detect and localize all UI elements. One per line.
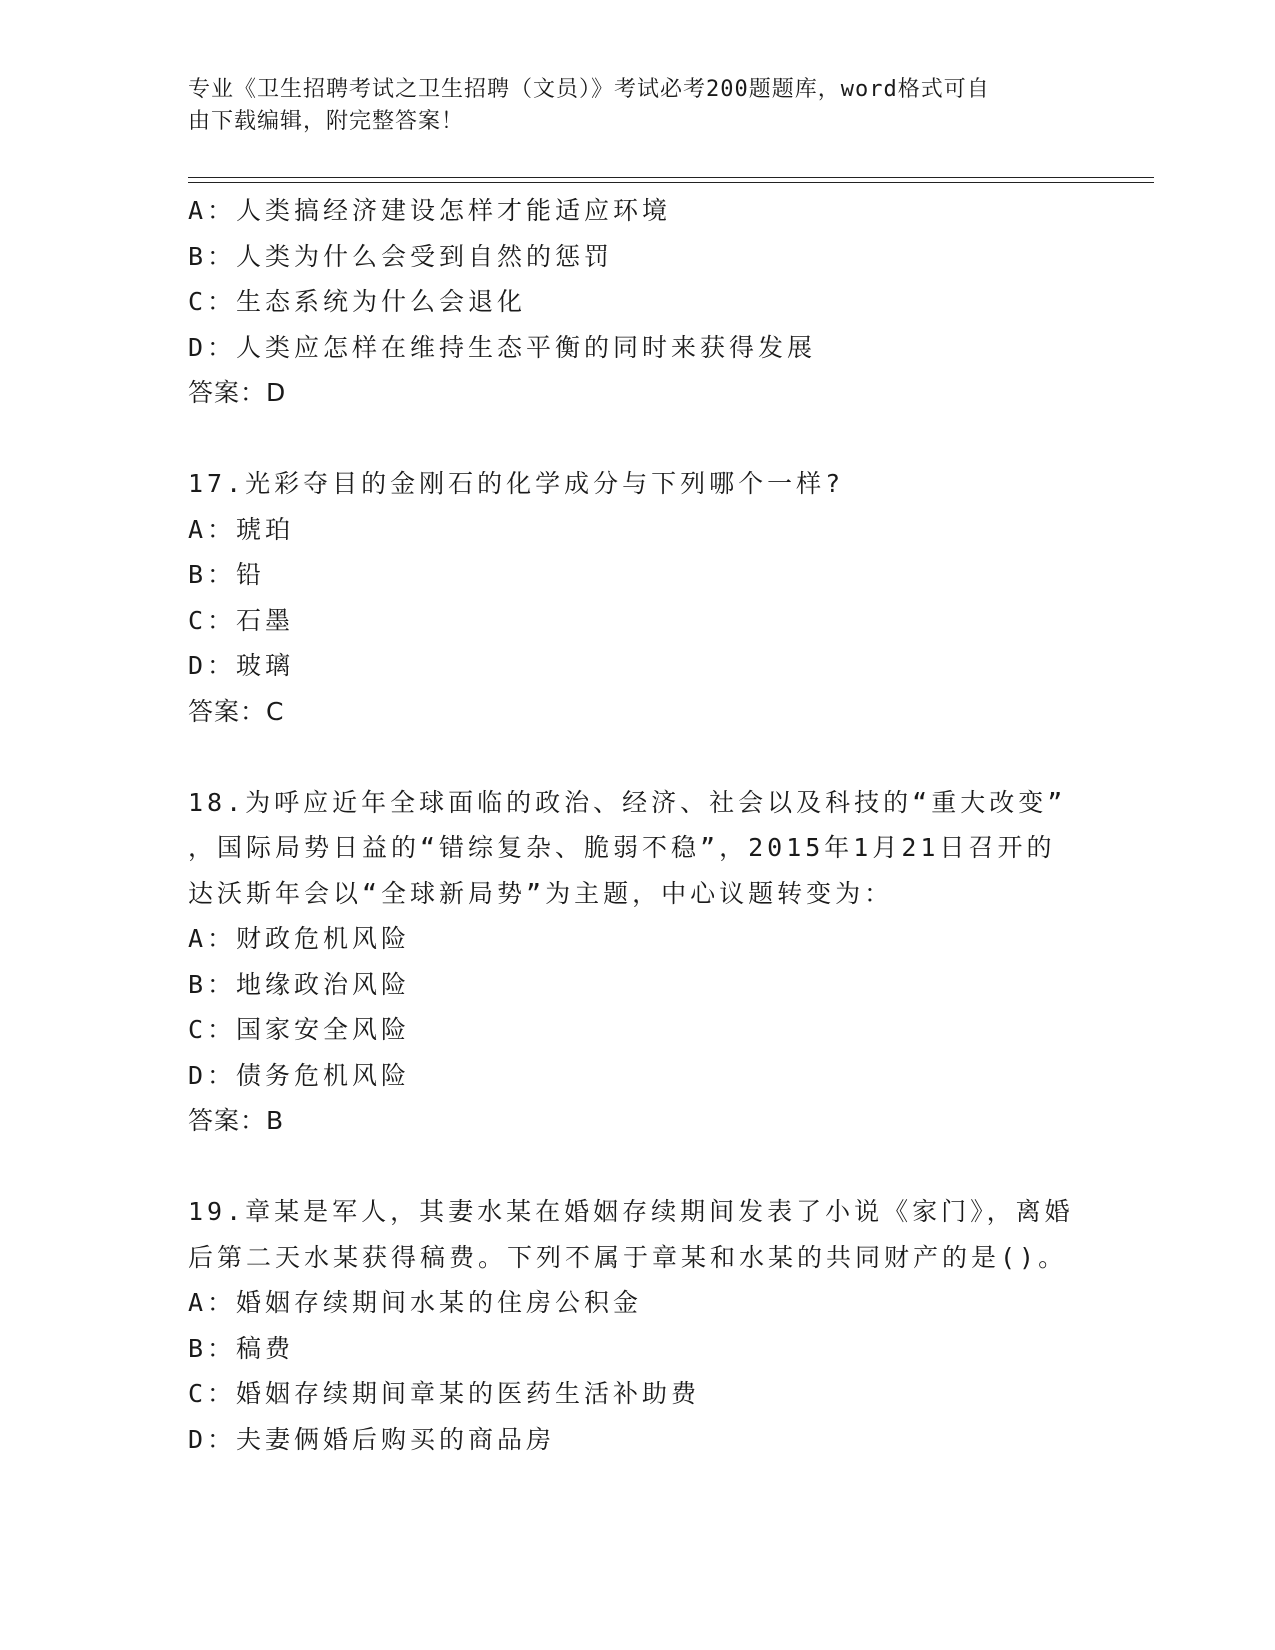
option-a: A：婚姻存续期间水某的住房公积金 bbox=[188, 1288, 643, 1317]
answer: 答案：C bbox=[188, 696, 285, 726]
option-b: B：人类为什么会受到自然的惩罚 bbox=[188, 241, 614, 271]
option-d: D：债务危机风险 bbox=[188, 1060, 411, 1090]
header-rule-bottom bbox=[188, 182, 1154, 183]
question-spacer bbox=[188, 734, 1108, 780]
question-spacer bbox=[188, 1144, 1108, 1190]
option-a: A：财政危机风险 bbox=[188, 924, 411, 953]
option-d: D：玻璃 bbox=[188, 651, 295, 680]
question-stem: 17.光彩夺目的金刚石的化学成分与下列哪个一样? bbox=[188, 469, 845, 498]
question-stem-line-2: 后第二天水某获得稿费。下列不属于章某和水某的共同财产的是()。 bbox=[188, 1242, 1068, 1272]
header-line-1: 专业《卫生招聘考试之卫生招聘（文员）》考试必考200题题库，word格式可自 bbox=[188, 77, 990, 102]
question-stem-line-1: 19.章某是军人，其妻水某在婚姻存续期间发表了小说《家门》，离婚 bbox=[188, 1197, 1074, 1226]
question-17 bbox=[188, 461, 1108, 734]
question-16-tail bbox=[188, 188, 1108, 416]
option-a: A：人类搞经济建设怎样才能适应环境 bbox=[188, 196, 672, 225]
question-list bbox=[188, 188, 1108, 1462]
document-header bbox=[188, 74, 1068, 138]
question-19 bbox=[188, 1189, 1108, 1462]
question-stem-line-2: ，国际局势日益的“错综复杂、脆弱不稳”，2015年1月21日召开的 bbox=[188, 833, 1056, 862]
question-stem-line-3: 达沃斯年会以“全球新局势”为主题，中心议题转变为： bbox=[188, 878, 894, 908]
question-18 bbox=[188, 780, 1108, 1144]
header-line-2: 由下载编辑，附完整答案！ bbox=[188, 109, 465, 134]
option-c: C：国家安全风险 bbox=[188, 1015, 411, 1044]
option-a: A：琥珀 bbox=[188, 514, 295, 544]
option-b: B：地缘政治风险 bbox=[188, 969, 411, 999]
option-d: D：夫妻俩婚后购买的商品房 bbox=[188, 1424, 556, 1454]
header-rule-top bbox=[188, 177, 1154, 178]
option-c: C：婚姻存续期间章某的医药生活补助费 bbox=[188, 1379, 701, 1408]
option-d: D：人类应怎样在维持生态平衡的同时来获得发展 bbox=[188, 332, 817, 362]
answer: 答案：B bbox=[188, 1106, 285, 1135]
option-b: B：稿费 bbox=[188, 1333, 295, 1363]
option-b: B：铅 bbox=[188, 560, 266, 589]
question-stem-line-1: 18.为呼应近年全球面临的政治、经济、社会以及科技的“重大改变” bbox=[188, 787, 1067, 817]
option-c: C：石墨 bbox=[188, 605, 295, 635]
option-c: C：生态系统为什么会退化 bbox=[188, 287, 527, 316]
question-spacer bbox=[188, 416, 1108, 462]
answer: 答案：D bbox=[188, 378, 287, 407]
